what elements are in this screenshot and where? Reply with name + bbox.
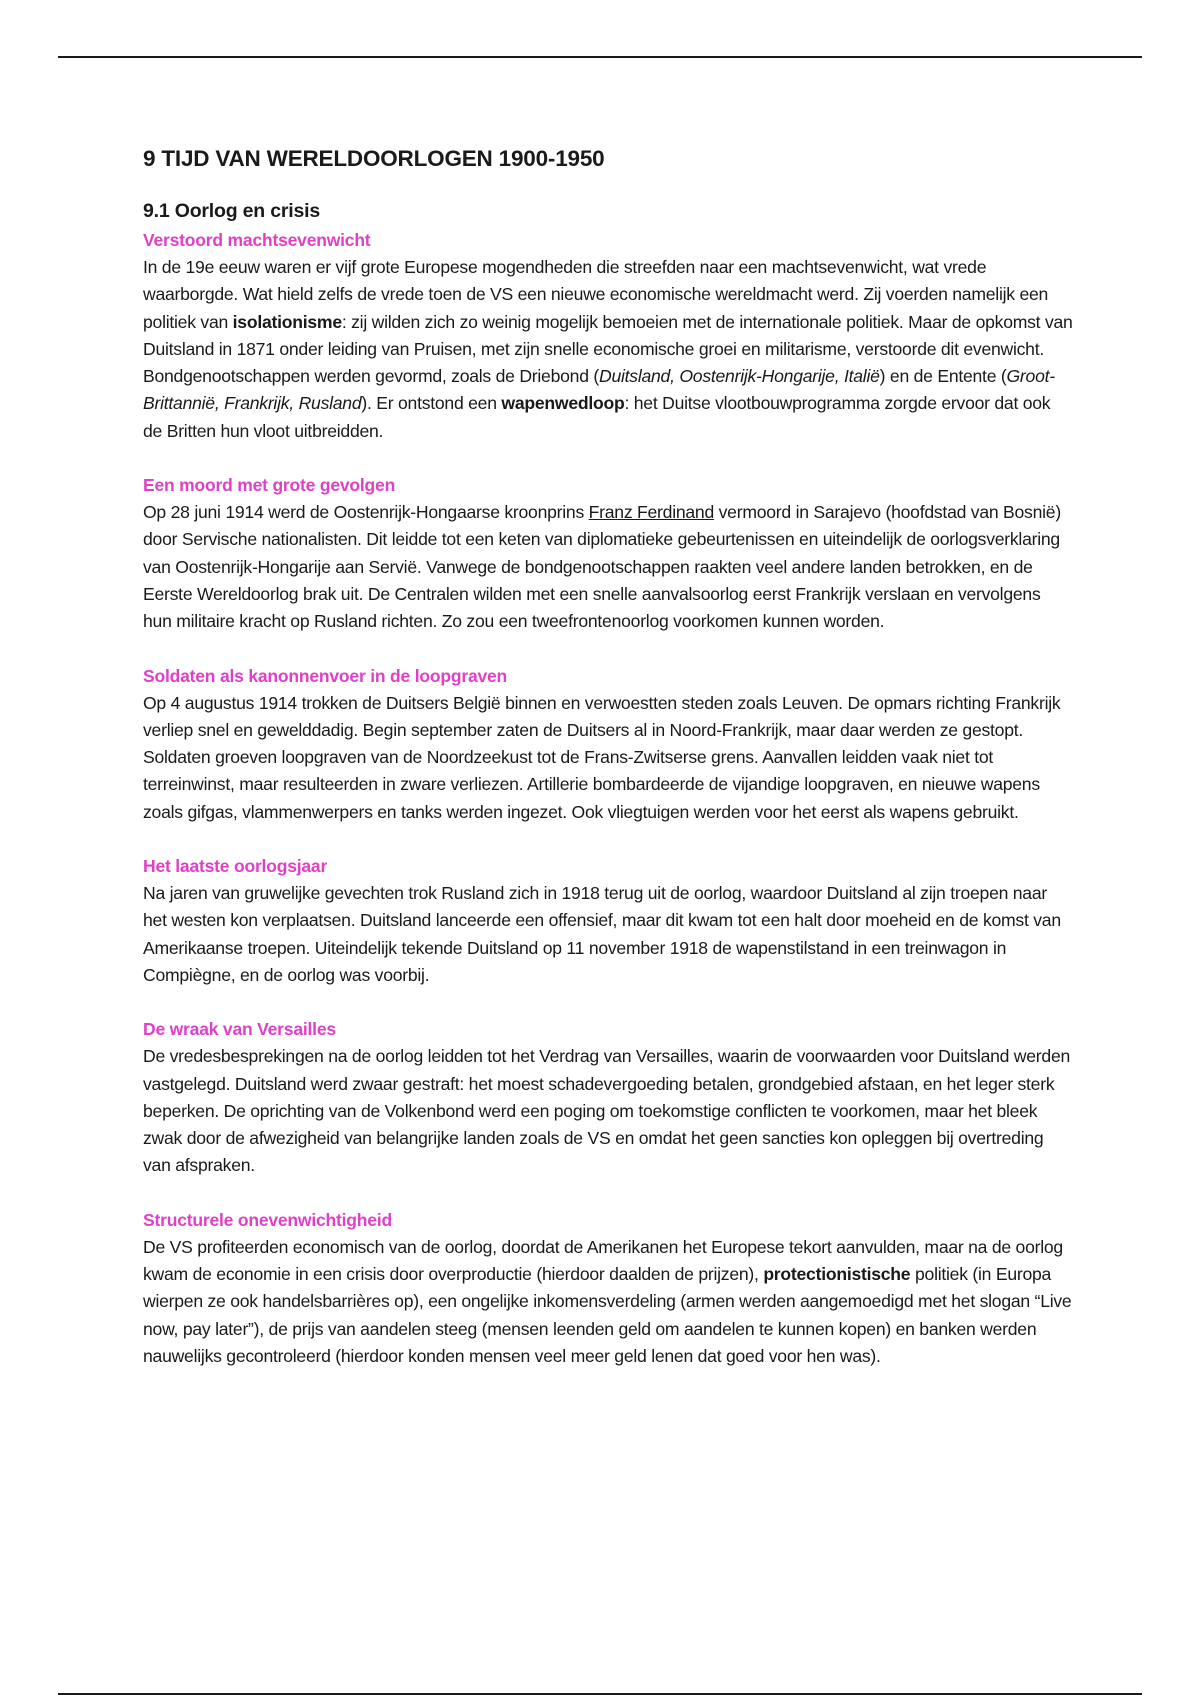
- paragraph: [143, 880, 1073, 989]
- paragraph: [143, 690, 1073, 826]
- section-versailles: [143, 1016, 1073, 1179]
- text-run: ). Er ontstond een: [361, 393, 502, 414]
- sub-heading: Een moord met grote gevolgen: [143, 475, 396, 496]
- text-run: De VS profiteerden economisch van de oorlog, doordat de Amerikanen het Europese tekort aanvulden, maar na de oorlog kwam de economie in een crisis door overproductie (hierdoor daalden de prijzen),: [143, 1236, 1063, 1285]
- text-run: politiek (in Europa wierpen ze ook handelsbarrières op), een ongelijke inkomensverdeling (armen werden aangemoedigd met het slogan “Live now, pay later”), de prijs van aandelen steeg (mensen leenden geld om aandelen te kunnen kopen) en banken werden nauwelijks gecontroleerd (hierdoor konden mensen veel meer geld lenen dat goed voor hen was).: [143, 1264, 1072, 1366]
- paragraph: [143, 1234, 1073, 1370]
- text-run: ) en de Entente (: [879, 366, 1007, 387]
- section-structurele-onevenwichtigheid: [143, 1207, 1073, 1370]
- text-run: : zij wilden zich zo weinig mogelijk bemoeien met de internationale politiek. Maar de opkomst van Duitsland in 1871 onder leiding van Pruisen, met zijn snelle economische groei en militarisme, verstoorde dit evenwicht. Bondgenootschappen werden gevormd, zoals de Driebond (: [143, 311, 1073, 387]
- text-run: : het Duitse vlootbouwprogramma zorgde ervoor dat ook de Britten hun vloot uitbreidden.: [143, 393, 1051, 441]
- paragraph: [143, 1043, 1073, 1179]
- term-isolationisme: isolationisme: [232, 311, 342, 332]
- sub-heading: Structurele onevenwichtigheid: [143, 1209, 392, 1230]
- text-run: Op 4 augustus 1914 trokken de Duitsers België binnen en verwoestten steden zoals Leuven. De opmars richting Frankrijk verliep snel en gewelddadig. Begin september zaten de Duitsers al in Noord-Frankrijk, maar daar werden ze gestopt. Soldaten groeven loopgraven van de Noordzeekust tot de Frans-Zwitserse grens. Aanvallen leidden vaak niet tot terreinwinst, maar resulteerden in zware verliezen. Artillerie bombardeerde de vijandige loopgraven, en nieuwe wapens zoals gifgas, vlammenwerpers en tanks werden ingezet. Ook vliegtuigen werden voor het eerst als wapens gebruikt.: [143, 692, 1061, 822]
- paragraph: [143, 499, 1073, 635]
- term-wapenwedloop: wapenwedloop: [501, 393, 625, 414]
- footer-rule: [58, 1693, 1142, 1695]
- sub-heading: Het laatste oorlogsjaar: [143, 856, 328, 877]
- text-run: Na jaren van gruwelijke gevechten trok Rusland zich in 1918 terug uit de oorlog, waardoor Duitsland al zijn troepen naar het westen kon verplaatsen. Duitsland lanceerde een offensief, maar dit kwam tot een halt door moeheid en de komst van Amerikaanse troepen. Uiteindelijk tekende Duitsland op 11 november 1918 de wapenstilstand in een treinwagon in Compiègne, en de oorlog was voorbij.: [143, 883, 1061, 985]
- text-run: De vredesbesprekingen na de oorlog leidden tot het Verdrag van Versailles, waarin de voorwaarden voor Duitsland werden vastgelegd. Duitsland werd zwaar gestraft: het moest schadevergoeding betalen, grondgebied afstaan, en het leger sterk beperken. De oprichting van de Volkenbond werd een poging om toekomstige conflicten te voorkomen, maar het bleek zwak door de afwezigheid van belangrijke landen zoals de VS en omdat het geen sancties kon opleggen bij overtreding van afspraken.: [143, 1046, 1071, 1176]
- sub-heading: Soldaten als kanonnenvoer in de loopgraven: [143, 665, 508, 686]
- italic-driebond-members: Duitsland, Oostenrijk-Hongarije, Italië: [598, 366, 880, 387]
- section-een-moord: [143, 472, 1073, 635]
- section-verstoord-machtsevenwicht: [143, 227, 1073, 445]
- section-title: 9.1 Oorlog en crisis: [143, 200, 320, 222]
- sub-heading: Verstoord machtsevenwicht: [143, 230, 371, 250]
- header-rule: [58, 56, 1142, 58]
- text-run: vermoord in Sarajevo (hoofdstad van Bosnië) door Servische nationalisten. Dit leidde tot een keten van diplomatieke gebeurtenissen en uiteindelijk de oorlogsverklaring van Oostenrijk-Hongarije aan Servië. Vanwege de bondgenootschappen raakten veel andere landen betrokken, en de Eerste Wereldoorlog brak uit. De Centralen wilden met een snelle aanvalsoorlog eerst Frankrijk verslaan en vervolgens hun militaire kracht op Rusland richten. Zo zou een tweefrontenoorlog voorkomen kunnen worden.: [143, 502, 1061, 632]
- text-run: Op 28 juni 1914 werd de Oostenrijk-Hongaarse kroonprins: [143, 502, 589, 523]
- underlined-franz-ferdinand: Franz Ferdinand: [588, 502, 714, 523]
- section-laatste-oorlogsjaar: [143, 853, 1073, 989]
- italic-entente-members: Groot-Brittannië, Frankrijk, Rusland: [143, 366, 1055, 414]
- section-loopgraven: [143, 663, 1073, 826]
- document-body: [143, 140, 1073, 1397]
- sub-heading: De wraak van Versailles: [143, 1019, 336, 1040]
- term-protectionistische: protectionistische: [763, 1264, 911, 1285]
- paragraph: [143, 254, 1073, 445]
- text-run: In de 19e eeuw waren er vijf grote Europese mogendheden die streefden naar een machtsevenwicht, wat vrede waarborgde. Wat hield zelfs de vrede toen de VS een nieuwe economische wereldmacht werd. Zij voerden namelijk een politiek van: [143, 257, 1049, 332]
- chapter-title: 9 TIJD VAN WERELDOORLOGEN 1900-1950: [143, 146, 605, 171]
